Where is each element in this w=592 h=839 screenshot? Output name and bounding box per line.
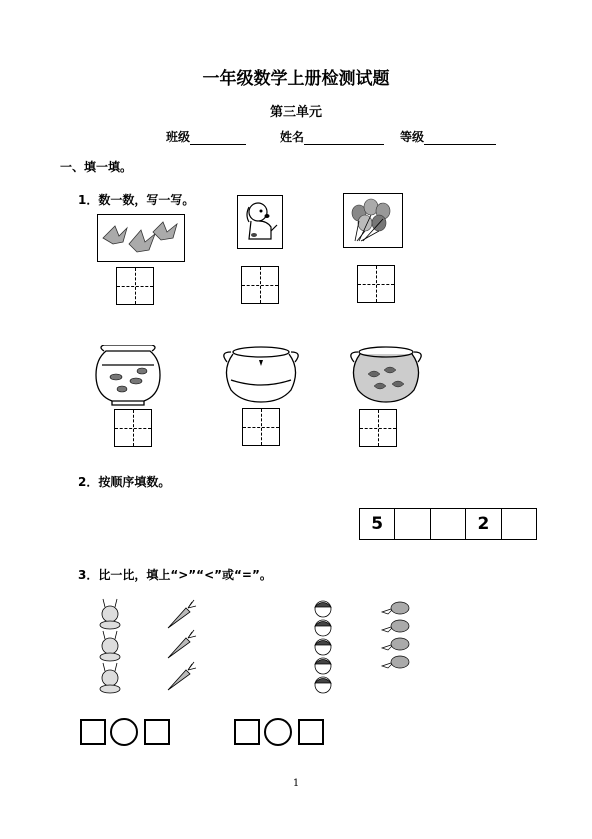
grade-label: 等级 <box>400 130 425 144</box>
answer-box-fish-jar[interactable] <box>114 409 152 447</box>
name-field <box>280 128 384 145</box>
answer-box-empty-jar[interactable] <box>242 408 280 446</box>
grade-field <box>400 128 496 145</box>
unit-subtitle: 第三单元 <box>269 105 322 120</box>
fish-pot-picture <box>348 340 426 404</box>
compare-circle[interactable] <box>264 718 292 746</box>
answer-box-birds[interactable] <box>116 267 154 305</box>
carrots-picture <box>164 598 198 694</box>
count-box-right[interactable] <box>144 719 170 745</box>
sequence-cell[interactable] <box>431 509 466 539</box>
birds-picture <box>97 214 185 262</box>
empty-jar-picture <box>221 340 303 404</box>
question-2: 2．按顺序填数。 <box>78 475 171 489</box>
sequence-cell[interactable] <box>502 509 536 539</box>
compare-circle[interactable] <box>110 718 138 746</box>
sequence-cell: 5 <box>360 509 395 539</box>
class-blank[interactable] <box>190 131 246 145</box>
class-field <box>166 128 246 145</box>
count-box-left[interactable] <box>234 719 260 745</box>
balloons-picture <box>343 193 403 248</box>
sequence-cell[interactable] <box>395 509 430 539</box>
question-1: 1．数一数，写一写。 <box>78 193 195 207</box>
section-heading: 一、填一填。 <box>60 160 133 174</box>
page-number: 1 <box>292 778 300 789</box>
dog-picture <box>237 195 283 249</box>
count-box-right[interactable] <box>298 719 324 745</box>
grade-blank[interactable] <box>424 131 496 145</box>
name-label: 姓名 <box>280 130 305 144</box>
sequence-boxes <box>359 508 537 540</box>
count-box-left[interactable] <box>80 719 106 745</box>
sequence-cell: 2 <box>466 509 501 539</box>
answer-box-fish-pot[interactable] <box>359 409 397 447</box>
fish-jar-picture <box>92 345 164 407</box>
ice-creams-picture <box>378 600 412 676</box>
page-title: 一年级数学上册检测试题 <box>202 69 390 89</box>
question-3: 3．比一比，填上“>”“<”或“=”。 <box>78 568 272 582</box>
answer-box-balloons[interactable] <box>357 265 395 303</box>
children-picture <box>310 600 340 694</box>
rabbits-picture <box>96 598 126 696</box>
name-blank[interactable] <box>304 131 384 145</box>
answer-box-dog[interactable] <box>241 266 279 304</box>
class-label: 班级 <box>166 130 191 144</box>
